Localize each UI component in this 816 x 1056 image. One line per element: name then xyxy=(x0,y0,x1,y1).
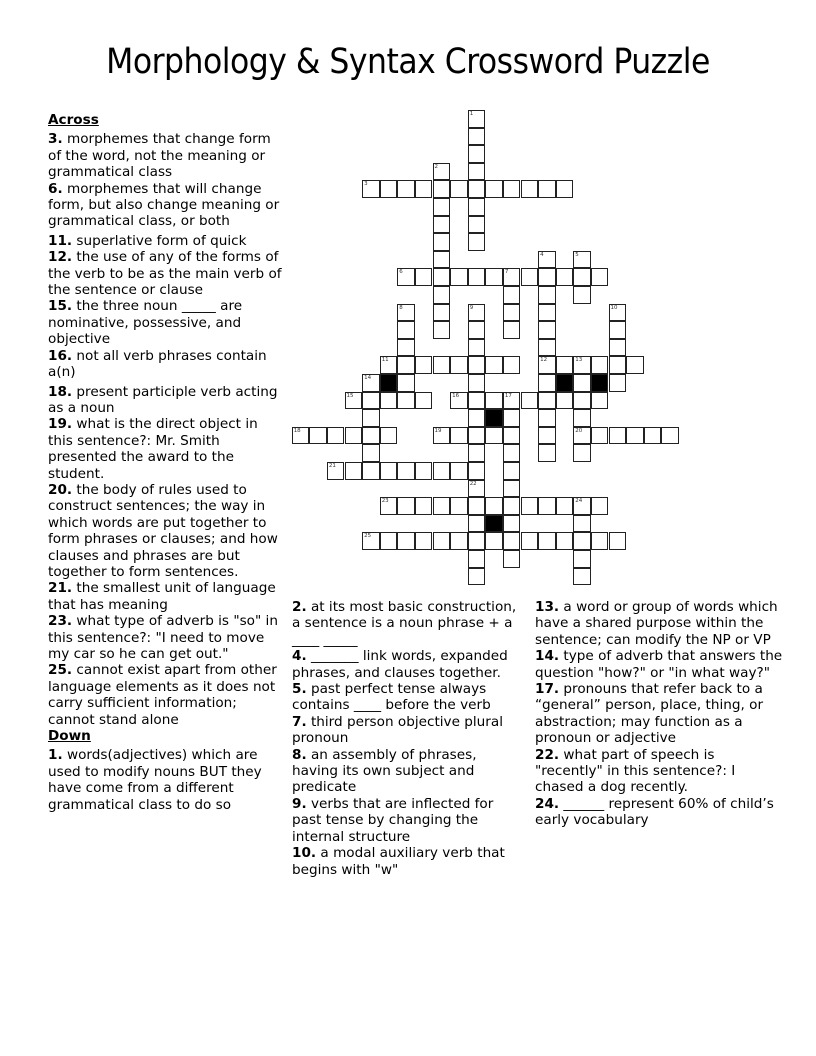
grid-cell[interactable] xyxy=(468,550,486,568)
across-clue-3: 3. morphemes that change form of the word, not the meaning or grammatical class xyxy=(48,131,271,181)
clue-column-3 xyxy=(535,599,785,829)
grid-cell[interactable] xyxy=(573,427,591,445)
grid-cell[interactable] xyxy=(433,321,451,339)
grid-cell[interactable] xyxy=(468,427,486,445)
grid-cell[interactable] xyxy=(573,568,591,586)
grid-cell[interactable] xyxy=(503,268,521,286)
grid-cell[interactable] xyxy=(433,233,451,251)
grid-cell[interactable] xyxy=(503,515,521,533)
down-clue-13: 13. a word or group of words which have a shared purpose within the sentence; can modify the NP or VP xyxy=(535,599,778,648)
grid-cell[interactable] xyxy=(468,145,486,163)
grid-cell[interactable] xyxy=(538,304,556,322)
grid-cell[interactable] xyxy=(573,374,591,392)
grid-cell[interactable] xyxy=(521,180,539,198)
grid-cell[interactable] xyxy=(591,497,609,515)
across-clue-19: 19. what is the direct object in this sentence?: Mr. Smith presented the award to the student. xyxy=(48,416,258,482)
grid-cell[interactable] xyxy=(521,268,539,286)
clue-column-2 xyxy=(292,599,524,878)
grid-cell[interactable] xyxy=(503,444,521,462)
grid-cell[interactable] xyxy=(415,268,433,286)
grid-cell[interactable] xyxy=(397,374,415,392)
grid-cell[interactable] xyxy=(591,268,609,286)
grid-cell[interactable] xyxy=(485,268,503,286)
grid-cell[interactable] xyxy=(609,427,627,445)
page-title: Morphology & Syntax Crossword Puzzle xyxy=(106,42,710,82)
grid-cell[interactable] xyxy=(433,532,451,550)
grid-cell[interactable] xyxy=(503,321,521,339)
grid-cell[interactable] xyxy=(415,392,433,410)
grid-cell[interactable] xyxy=(485,427,503,445)
grid-cell[interactable] xyxy=(468,339,486,357)
grid-cell[interactable] xyxy=(380,462,398,480)
black-cell xyxy=(485,515,503,533)
grid-cell[interactable] xyxy=(573,251,591,269)
across-clue-25: 25. cannot exist apart from other language elements as it does not carry sufficient information; cannot stand alone xyxy=(48,662,277,728)
grid-cell[interactable] xyxy=(433,198,451,216)
grid-cell[interactable] xyxy=(521,532,539,550)
grid-cell[interactable] xyxy=(468,268,486,286)
grid-cell[interactable] xyxy=(609,339,627,357)
cell-number: 14 xyxy=(364,375,372,381)
down-clue-7: 7. third person objective plural pronoun xyxy=(292,713,503,747)
down-clue-17: 17. pronouns that refer back to a “general” person, place, thing, or abstraction; may function as a pronoun or adjective xyxy=(535,681,764,747)
grid-cell[interactable] xyxy=(362,409,380,427)
grid-cell[interactable] xyxy=(450,392,468,410)
grid-cell[interactable] xyxy=(591,356,609,374)
grid-cell[interactable] xyxy=(362,427,380,445)
grid-cell[interactable] xyxy=(521,497,539,515)
grid-cell[interactable] xyxy=(573,392,591,410)
grid-cell[interactable] xyxy=(485,497,503,515)
cell-number: 1 xyxy=(469,111,474,117)
grid-cell[interactable] xyxy=(433,304,451,322)
grid-cell[interactable] xyxy=(556,532,574,550)
grid-cell[interactable] xyxy=(591,427,609,445)
cell-number: 8 xyxy=(399,304,403,311)
grid-cell[interactable] xyxy=(450,532,468,550)
grid-cell[interactable] xyxy=(397,339,415,357)
grid-cell[interactable] xyxy=(468,480,486,498)
grid-cell[interactable] xyxy=(362,444,380,462)
down-header: Down xyxy=(48,728,91,745)
cell-number: 25 xyxy=(364,533,372,540)
grid-cell[interactable] xyxy=(503,180,521,198)
grid-cell[interactable] xyxy=(538,251,556,269)
grid-cell[interactable] xyxy=(503,532,521,550)
across-header: Across xyxy=(48,112,99,128)
grid-cell[interactable] xyxy=(345,392,363,410)
across-clue-21: 21. the smallest unit of language that has meaning xyxy=(48,580,276,613)
grid-cell[interactable] xyxy=(556,497,574,515)
cell-number: 11 xyxy=(381,357,389,364)
grid-cell[interactable] xyxy=(556,356,574,374)
grid-cell[interactable] xyxy=(573,550,591,568)
grid-cell[interactable] xyxy=(433,180,451,198)
grid-cell[interactable] xyxy=(380,532,398,550)
grid-cell[interactable] xyxy=(397,462,415,480)
cell-number: 3 xyxy=(364,181,368,188)
grid-cell[interactable] xyxy=(468,216,486,234)
grid-cell[interactable] xyxy=(661,427,679,445)
across-clue-15: 15. the three noun _____ are nominative, possessive, and objective xyxy=(48,298,243,348)
grid-cell[interactable] xyxy=(468,128,486,146)
across-clue-12: 12. the use of any of the forms of the verb to be as the main verb of the sentence or clause xyxy=(48,249,282,299)
grid-cell[interactable] xyxy=(485,180,503,198)
grid-cell[interactable] xyxy=(503,462,521,480)
grid-cell[interactable] xyxy=(538,180,556,198)
grid-cell[interactable] xyxy=(433,163,451,181)
grid-cell[interactable] xyxy=(433,216,451,234)
grid-cell[interactable] xyxy=(573,268,591,286)
grid-cell[interactable] xyxy=(415,532,433,550)
grid-cell[interactable] xyxy=(380,497,398,515)
grid-cell[interactable] xyxy=(362,532,380,550)
grid-cell[interactable] xyxy=(591,392,609,410)
grid-cell[interactable] xyxy=(644,427,662,445)
grid-cell[interactable] xyxy=(292,427,310,445)
cell-number: 16 xyxy=(452,392,460,399)
grid-cell[interactable] xyxy=(433,497,451,515)
grid-cell[interactable] xyxy=(450,180,468,198)
down-clue-8: 8. an assembly of phrases, having its own subject and predicate xyxy=(292,746,477,796)
grid-cell[interactable] xyxy=(503,480,521,498)
grid-cell[interactable] xyxy=(433,356,451,374)
grid-cell[interactable] xyxy=(573,356,591,374)
down-clue-10: 10. a modal auxiliary verb that begins with "w" xyxy=(292,845,505,878)
grid-cell[interactable] xyxy=(397,268,415,286)
grid-cell[interactable] xyxy=(362,462,380,480)
grid-cell[interactable] xyxy=(397,532,415,550)
grid-cell[interactable] xyxy=(397,180,415,198)
grid-cell[interactable] xyxy=(468,374,486,392)
grid-cell[interactable] xyxy=(609,532,627,550)
grid-cell[interactable] xyxy=(362,392,380,410)
grid-cell[interactable] xyxy=(538,286,556,304)
grid-cell[interactable] xyxy=(573,444,591,462)
cell-number: 4 xyxy=(540,251,544,258)
grid-cell[interactable] xyxy=(573,409,591,427)
across-clue-16: 16. not all verb phrases contain a(n) xyxy=(48,347,267,381)
grid-cell[interactable] xyxy=(450,497,468,515)
grid-cell[interactable] xyxy=(503,427,521,445)
grid-cell[interactable] xyxy=(433,286,451,304)
grid-cell[interactable] xyxy=(485,392,503,410)
black-cell xyxy=(485,409,503,427)
grid-cell[interactable] xyxy=(468,444,486,462)
grid-cell[interactable] xyxy=(609,304,627,322)
grid-cell[interactable] xyxy=(468,163,486,181)
grid-cell[interactable] xyxy=(415,180,433,198)
grid-cell[interactable] xyxy=(415,462,433,480)
grid-cell[interactable] xyxy=(538,444,556,462)
grid-cell[interactable] xyxy=(380,180,398,198)
grid-cell[interactable] xyxy=(573,515,591,533)
grid-cell[interactable] xyxy=(503,409,521,427)
grid-cell[interactable] xyxy=(609,356,627,374)
clue-column-1 xyxy=(48,112,284,813)
cell-number: 17 xyxy=(504,392,512,399)
down-clue-5: 5. past perfect tense always contains ____ before the verb xyxy=(292,681,491,714)
cell-number: 18 xyxy=(293,427,301,434)
grid-cell[interactable] xyxy=(468,515,486,533)
grid-cell[interactable] xyxy=(433,427,451,445)
grid-cell[interactable] xyxy=(503,356,521,374)
grid-cell[interactable] xyxy=(327,427,345,445)
grid-cell[interactable] xyxy=(468,180,486,198)
grid-cell[interactable] xyxy=(538,427,556,445)
grid-cell[interactable] xyxy=(573,286,591,304)
down-clue-9: 9. verbs that are inflected for past tense by changing the internal structure xyxy=(292,795,494,845)
cell-number: 9 xyxy=(469,304,474,311)
grid-cell[interactable] xyxy=(397,304,415,322)
grid-cell[interactable] xyxy=(397,392,415,410)
grid-cell[interactable] xyxy=(556,268,574,286)
grid-cell[interactable] xyxy=(450,462,468,480)
grid-cell[interactable] xyxy=(556,392,574,410)
grid-cell[interactable] xyxy=(468,462,486,480)
grid-cell[interactable] xyxy=(433,251,451,269)
grid-cell[interactable] xyxy=(380,356,398,374)
grid-cell[interactable] xyxy=(468,568,486,586)
grid-cell[interactable] xyxy=(397,356,415,374)
grid-cell[interactable] xyxy=(468,198,486,216)
grid-cell[interactable] xyxy=(380,392,398,410)
cell-number: 23 xyxy=(381,498,389,505)
grid-cell[interactable] xyxy=(503,392,521,410)
grid-cell[interactable] xyxy=(397,497,415,515)
grid-cell[interactable] xyxy=(521,392,539,410)
grid-cell[interactable] xyxy=(538,392,556,410)
across-clue-11: 11. superlative form of quick xyxy=(48,232,247,249)
grid-cell[interactable] xyxy=(468,356,486,374)
grid-cell[interactable] xyxy=(485,356,503,374)
grid-cell[interactable] xyxy=(591,532,609,550)
grid-cell[interactable] xyxy=(345,427,363,445)
grid-cell[interactable] xyxy=(538,497,556,515)
grid-cell[interactable] xyxy=(468,532,486,550)
grid-cell[interactable] xyxy=(468,110,486,128)
grid-cell[interactable] xyxy=(556,180,574,198)
grid-cell[interactable] xyxy=(468,392,486,410)
cell-number: 2 xyxy=(434,163,438,170)
grid-cell[interactable] xyxy=(468,497,486,515)
grid-cell[interactable] xyxy=(380,427,398,445)
grid-cell[interactable] xyxy=(345,462,363,480)
across-clue-23: 23. what type of adverb is "so" in this sentence?: "I need to move my car so he can get out." xyxy=(48,613,278,662)
black-cell xyxy=(556,374,574,392)
down-clue-24: 24. ______ represent 60% of child’s early vocabulary xyxy=(535,795,774,829)
down-clue-1: 1. words(adjectives) which are used to modify nouns BUT they have come from a different grammatical class to do so xyxy=(48,747,262,813)
grid-cell[interactable] xyxy=(327,462,345,480)
cell-number: 20 xyxy=(575,427,583,434)
grid-cell[interactable] xyxy=(503,286,521,304)
grid-cell[interactable] xyxy=(538,339,556,357)
grid-cell[interactable] xyxy=(433,462,451,480)
grid-cell[interactable] xyxy=(538,268,556,286)
down-clue-2: 2. at its most basic construction, a sentence is a noun phrase + a ____ _____ xyxy=(292,599,517,648)
across-clue-6: 6. morphemes that will change form, but also change meaning or grammatical class, or both xyxy=(48,180,280,230)
grid-cell[interactable] xyxy=(450,268,468,286)
grid-cell[interactable] xyxy=(626,356,644,374)
grid-cell[interactable] xyxy=(485,532,503,550)
grid-cell[interactable] xyxy=(538,356,556,374)
cell-number: 15 xyxy=(346,392,354,399)
grid-cell[interactable] xyxy=(503,550,521,568)
across-clue-18: 18. present participle verb acting as a noun xyxy=(48,383,278,416)
down-clue-4: 4. _______ link words, expanded phrases, and clauses together. xyxy=(292,648,508,681)
cell-number: 5 xyxy=(575,251,579,258)
grid-cell[interactable] xyxy=(415,497,433,515)
grid-cell[interactable] xyxy=(468,233,486,251)
grid-cell[interactable] xyxy=(468,304,486,322)
down-clue-14: 14. type of adverb that answers the question "how?" or "in what way?" xyxy=(535,648,783,681)
cell-number: 13 xyxy=(575,357,583,364)
grid-cell[interactable] xyxy=(397,321,415,339)
down-clue-22: 22. what part of speech is "recently" in this sentence?: I chased a dog recently. xyxy=(535,746,736,796)
grid-cell[interactable] xyxy=(433,268,451,286)
grid-cell[interactable] xyxy=(362,180,380,198)
grid-cell[interactable] xyxy=(468,321,486,339)
cell-number: 10 xyxy=(610,304,618,311)
grid-cell[interactable] xyxy=(573,532,591,550)
grid-cell[interactable] xyxy=(468,409,486,427)
cell-number: 6 xyxy=(399,269,403,276)
across-clue-20: 20. the body of rules used to construct sentences; the way in which words are put together to form phrases or clauses; and how clauses and phrases are but together to form sentences. xyxy=(48,481,278,580)
grid-cell[interactable] xyxy=(503,304,521,322)
cell-number: 21 xyxy=(328,463,336,469)
cell-number: 19 xyxy=(434,427,442,434)
grid-cell[interactable] xyxy=(538,374,556,392)
black-cell xyxy=(591,374,609,392)
cell-number: 7 xyxy=(504,269,509,276)
grid-cell[interactable] xyxy=(450,427,468,445)
grid-cell[interactable] xyxy=(626,427,644,445)
grid-cell[interactable] xyxy=(538,409,556,427)
grid-cell[interactable] xyxy=(503,497,521,515)
grid-cell[interactable] xyxy=(538,532,556,550)
grid-cell[interactable] xyxy=(538,321,556,339)
cell-number: 22 xyxy=(469,480,477,487)
black-cell xyxy=(380,374,398,392)
cell-number: 24 xyxy=(575,498,583,505)
cell-number: 12 xyxy=(540,357,548,364)
grid-cell[interactable] xyxy=(362,374,380,392)
grid-cell[interactable] xyxy=(450,356,468,374)
grid-cell[interactable] xyxy=(573,497,591,515)
grid-cell[interactable] xyxy=(415,356,433,374)
grid-cell[interactable] xyxy=(609,321,627,339)
grid-cell[interactable] xyxy=(609,374,627,392)
grid-cell[interactable] xyxy=(309,427,327,445)
